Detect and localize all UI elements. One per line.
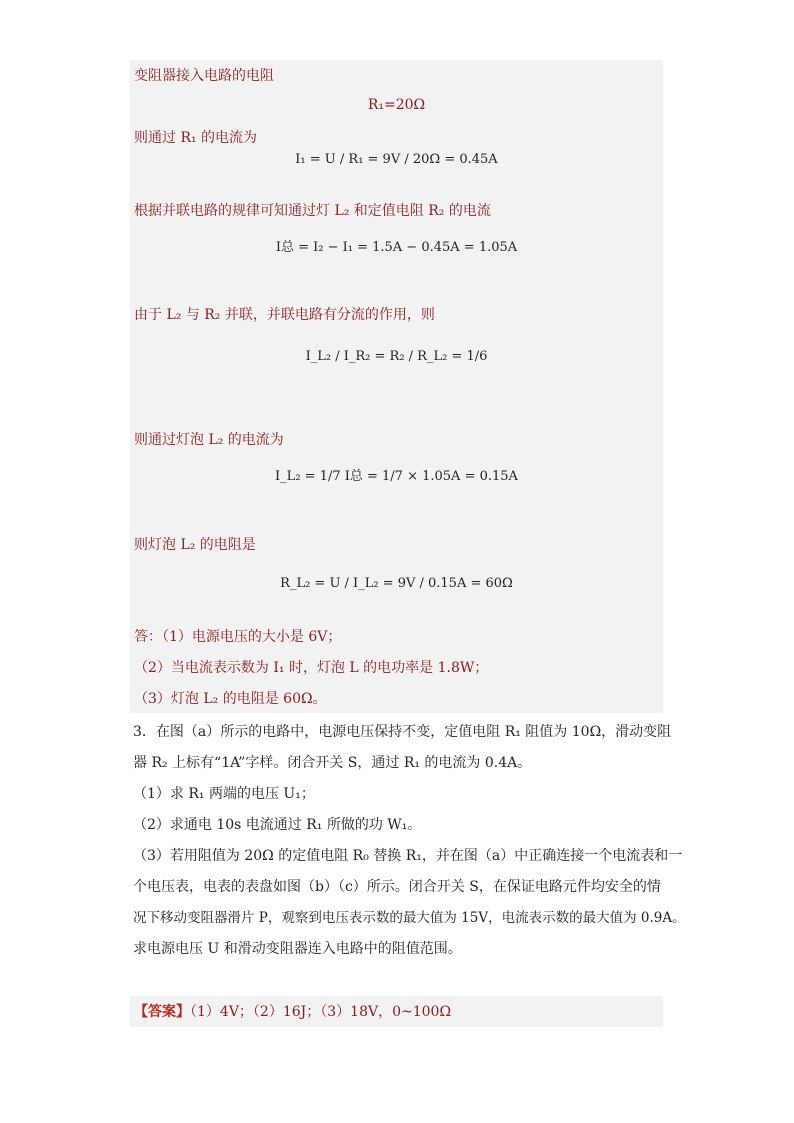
question-line-8: 求电源电压 U 和滑动变阻器连入电路中的阻值范围。 <box>133 941 462 957</box>
answer-label: 【答案】 <box>134 1004 190 1020</box>
answer-text: （1）4V；（2）16J；（3）18V，0~100Ω <box>190 1004 452 1020</box>
answer-box <box>130 996 663 1027</box>
answer-line-1: 答：（1）电源电压的大小是 6V； <box>134 629 342 645</box>
question-line-1: 3．在图（a）所示的电路中，电源电压保持不变，定值电阻 R₁ 阻值为 10Ω，滑动变阻 <box>133 724 672 740</box>
split-intro: 由于 L₂ 与 R₂ 并联，并联电路有分流的作用，则 <box>134 307 435 323</box>
answer-content <box>134 1002 451 1022</box>
current-r1-intro: 则通过 R₁ 的电流为 <box>134 130 258 146</box>
question-line-6: 个电压表，电表的表盘如图（b）（c）所示。闭合开关 S，在保证电路元件均安全的情 <box>133 879 661 895</box>
bulb-current-intro: 则通过灯泡 L₂ 的电流为 <box>134 432 284 448</box>
equation-r1-text: R₁=20Ω <box>367 97 426 113</box>
equation-ratio: I_L₂ / I_R₂ = R₂ / R_L₂ = 1/6 <box>305 349 488 364</box>
answer-line-3: （3）灯泡 L₂ 的电阻是 60Ω。 <box>134 691 327 707</box>
parallel-intro: 根据并联电路的规律可知通过灯 L₂ 和定值电阻 R₂ 的电流 <box>134 203 491 219</box>
question-line-5: （3）若用阻值为 20Ω 的定值电阻 R₀ 替换 R₁，并在图（a）中正确连接一个电流表和一 <box>133 848 683 864</box>
equation-il2: I_L₂ = 1/7 I总 = 1/7 × 1.05A = 0.15A <box>275 469 518 484</box>
question-line-4: （2）求通电 10s 电流通过 R₁ 所做的功 W₁。 <box>133 817 422 833</box>
question-line-3: （1）求 R₁ 两端的电压 U₁； <box>133 786 315 802</box>
solution-block <box>130 60 663 713</box>
rheostat-intro: 变阻器接入电路的电阻 <box>134 68 274 84</box>
question-line-2: 器 R₂ 上标有“1A”字样。闭合开关 S，通过 R₁ 的电流为 0.4A。 <box>133 755 532 771</box>
question-line-7: 况下移动变阻器滑片 P，观察到电压表示数的最大值为 15V，电流表示数的最大值为 0.9A。 <box>133 910 686 926</box>
equation-i1: I₁ = U / R₁ = 9V / 20Ω = 0.45A <box>295 152 498 167</box>
equation-itotal: I总 = I₂ − I₁ = 1.5A − 0.45A = 1.05A <box>275 240 518 255</box>
answer-line-2: （2）当电流表示数为 I₁ 时，灯泡 L 的电功率是 1.8W； <box>134 660 489 676</box>
bulb-resistance-intro: 则灯泡 L₂ 的电阻是 <box>134 537 256 553</box>
equation-r1 <box>130 97 663 113</box>
equation-rl2: R_L₂ = U / I_L₂ = 9V / 0.15A = 60Ω <box>280 576 513 591</box>
